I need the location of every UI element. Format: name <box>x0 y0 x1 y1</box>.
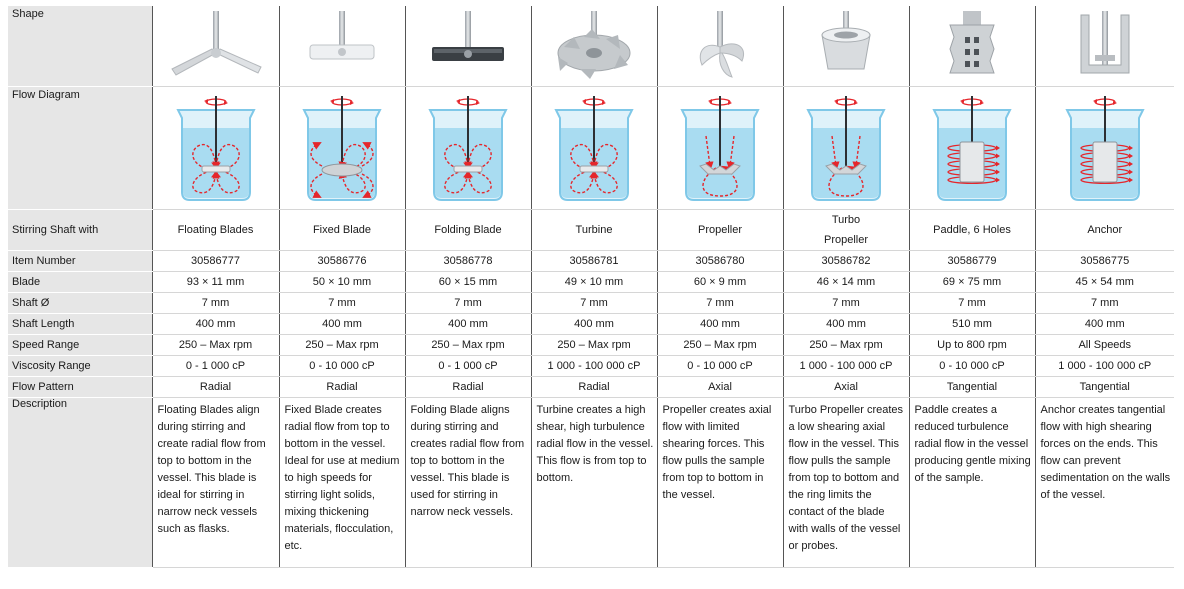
description-text: Paddle creates a reduced turbulence radial flow in the vessel producing gentle mixing of the sample. <box>909 397 1035 567</box>
shape-cell <box>152 6 279 86</box>
tangential-flow-icon <box>1036 87 1175 204</box>
product-name: Folding Blade <box>405 209 531 250</box>
flow-pattern: Tangential <box>909 376 1035 397</box>
shaft-length: 400 mm <box>279 313 405 334</box>
radial-flow-icon <box>280 87 405 204</box>
item-number: 30586778 <box>405 250 531 271</box>
folding-blade-icon <box>406 6 531 85</box>
item-number: 30586777 <box>152 250 279 271</box>
row-blade <box>8 271 1174 292</box>
speed-range: 250 – Max rpm <box>405 334 531 355</box>
shape-cell <box>909 6 1035 86</box>
product-name: Turbo Propeller <box>783 209 909 250</box>
turbine-icon <box>532 6 657 85</box>
shaft-diameter: 7 mm <box>405 292 531 313</box>
flow-pattern: Radial <box>531 376 657 397</box>
shaft-diameter: 7 mm <box>1035 292 1174 313</box>
speed-range: 250 – Max rpm <box>783 334 909 355</box>
speed-range: All Speeds <box>1035 334 1174 355</box>
row-label: Description <box>8 397 152 567</box>
flow-pattern: Radial <box>152 376 279 397</box>
row-shaft-length <box>8 313 1174 334</box>
speed-range: 250 – Max rpm <box>657 334 783 355</box>
item-number: 30586780 <box>657 250 783 271</box>
viscosity-range: 0 - 10 000 cP <box>657 355 783 376</box>
item-number: 30586776 <box>279 250 405 271</box>
flow-pattern: Radial <box>279 376 405 397</box>
shaft-length: 510 mm <box>909 313 1035 334</box>
blade-size: 49 × 10 mm <box>531 271 657 292</box>
description-text: Turbo Propeller creates a low shearing axial flow in the vessel. This flow pulls the sample from top to bottom and the ring limits the contact of the blade with walls of the vessel or probes. <box>783 397 909 567</box>
blade-size: 50 × 10 mm <box>279 271 405 292</box>
blade-size: 60 × 15 mm <box>405 271 531 292</box>
blade-size: 93 × 11 mm <box>152 271 279 292</box>
row-stirring-shaft <box>8 209 1174 250</box>
row-flow-pattern <box>8 376 1174 397</box>
shaft-diameter: 7 mm <box>783 292 909 313</box>
row-shaft-diameter <box>8 292 1174 313</box>
description-text: Propeller creates axial flow with limited shearing forces. This flow pulls the sample from top to bottom in the vessel. <box>657 397 783 567</box>
viscosity-range: 0 - 1 000 cP <box>405 355 531 376</box>
flow-diagram-cell <box>657 86 783 209</box>
row-label: Item Number <box>8 250 152 271</box>
flow-pattern: Tangential <box>1035 376 1174 397</box>
paddle-icon <box>910 6 1035 85</box>
shaft-length: 400 mm <box>1035 313 1174 334</box>
blade-size: 45 × 54 mm <box>1035 271 1174 292</box>
shape-cell <box>657 6 783 86</box>
flow-diagram-cell <box>531 86 657 209</box>
item-number: 30586775 <box>1035 250 1174 271</box>
speed-range: 250 – Max rpm <box>531 334 657 355</box>
shaft-length: 400 mm <box>657 313 783 334</box>
radial-flow-icon <box>406 87 531 204</box>
shaft-length: 400 mm <box>152 313 279 334</box>
row-label: Shaft Length <box>8 313 152 334</box>
propeller-icon <box>658 6 783 85</box>
description-text: Anchor creates tangential flow with high shearing forces on the ends. This flow can prevent sedimentation on the walls of the vessel. <box>1035 397 1174 567</box>
flow-pattern: Radial <box>405 376 531 397</box>
item-number: 30586782 <box>783 250 909 271</box>
description-text: Turbine creates a high shear, high turbulence radial flow in the vessel. This flow is from top to bottom. <box>531 397 657 567</box>
floating-blades-icon <box>153 6 279 85</box>
description-text: Floating Blades align during stirring and create radial flow from top to bottom in the vessel. This blade is ideal for stirring in narrow neck vessels such as flasks. <box>152 397 279 567</box>
blade-size: 46 × 14 mm <box>783 271 909 292</box>
shaft-diameter: 7 mm <box>909 292 1035 313</box>
shaft-length: 400 mm <box>531 313 657 334</box>
shaft-diameter: 7 mm <box>152 292 279 313</box>
shaft-diameter: 7 mm <box>657 292 783 313</box>
viscosity-range: 1 000 - 100 000 cP <box>1035 355 1174 376</box>
flow-diagram-cell <box>1035 86 1174 209</box>
product-name: Floating Blades <box>152 209 279 250</box>
row-speed-range <box>8 334 1174 355</box>
anchor-icon <box>1036 6 1175 85</box>
axial-flow-icon <box>784 87 909 204</box>
product-name: Fixed Blade <box>279 209 405 250</box>
viscosity-range: 0 - 10 000 cP <box>279 355 405 376</box>
row-label: Flow Diagram <box>8 86 152 209</box>
description-text: Fixed Blade creates radial flow from top to bottom in the vessel. Ideal for use at medium to high speeds for stirring light solids, mixing thickening materials, flocculation, etc. <box>279 397 405 567</box>
blade-size: 69 × 75 mm <box>909 271 1035 292</box>
row-flow-diagram <box>8 86 1174 209</box>
item-number: 30586779 <box>909 250 1035 271</box>
viscosity-range: 1 000 - 100 000 cP <box>531 355 657 376</box>
product-name: Turbine <box>531 209 657 250</box>
row-label: Viscosity Range <box>8 355 152 376</box>
shape-cell <box>783 6 909 86</box>
row-viscosity-range <box>8 355 1174 376</box>
viscosity-range: 0 - 1 000 cP <box>152 355 279 376</box>
flow-diagram-cell <box>909 86 1035 209</box>
stirring-shaft-spec-table <box>8 6 1174 568</box>
blade-size: 60 × 9 mm <box>657 271 783 292</box>
row-label: Flow Pattern <box>8 376 152 397</box>
shape-cell <box>531 6 657 86</box>
shaft-diameter: 7 mm <box>279 292 405 313</box>
fixed-blade-icon <box>280 6 405 85</box>
radial-flow-icon <box>153 87 279 204</box>
flow-diagram-cell <box>405 86 531 209</box>
tangential-flow-icon <box>910 87 1035 204</box>
radial-flow-icon <box>532 87 657 204</box>
product-name: Paddle, 6 Holes <box>909 209 1035 250</box>
speed-range: 250 – Max rpm <box>152 334 279 355</box>
flow-diagram-cell <box>152 86 279 209</box>
shape-cell <box>1035 6 1174 86</box>
row-label: Blade <box>8 271 152 292</box>
flow-pattern: Axial <box>657 376 783 397</box>
row-item-number <box>8 250 1174 271</box>
speed-range: 250 – Max rpm <box>279 334 405 355</box>
speed-range: Up to 800 rpm <box>909 334 1035 355</box>
flow-pattern: Axial <box>783 376 909 397</box>
product-name: Anchor <box>1035 209 1174 250</box>
viscosity-range: 0 - 10 000 cP <box>909 355 1035 376</box>
flow-diagram-cell <box>279 86 405 209</box>
axial-flow-icon <box>658 87 783 204</box>
row-label: Stirring Shaft with <box>8 209 152 250</box>
shaft-length: 400 mm <box>405 313 531 334</box>
item-number: 30586781 <box>531 250 657 271</box>
shaft-diameter: 7 mm <box>531 292 657 313</box>
description-text: Folding Blade aligns during stirring and creates radial flow from top to bottom in the vessel. This blade is used for stirring in narrow neck vessels. <box>405 397 531 567</box>
row-shape <box>8 6 1174 86</box>
row-description <box>8 397 1174 567</box>
flow-diagram-cell <box>783 86 909 209</box>
row-label: Shaft Ø <box>8 292 152 313</box>
product-name: Propeller <box>657 209 783 250</box>
row-label: Shape <box>8 6 152 86</box>
shaft-length: 400 mm <box>783 313 909 334</box>
turbo-propeller-icon <box>784 6 909 85</box>
row-label: Speed Range <box>8 334 152 355</box>
shape-cell <box>279 6 405 86</box>
viscosity-range: 1 000 - 100 000 cP <box>783 355 909 376</box>
shape-cell <box>405 6 531 86</box>
